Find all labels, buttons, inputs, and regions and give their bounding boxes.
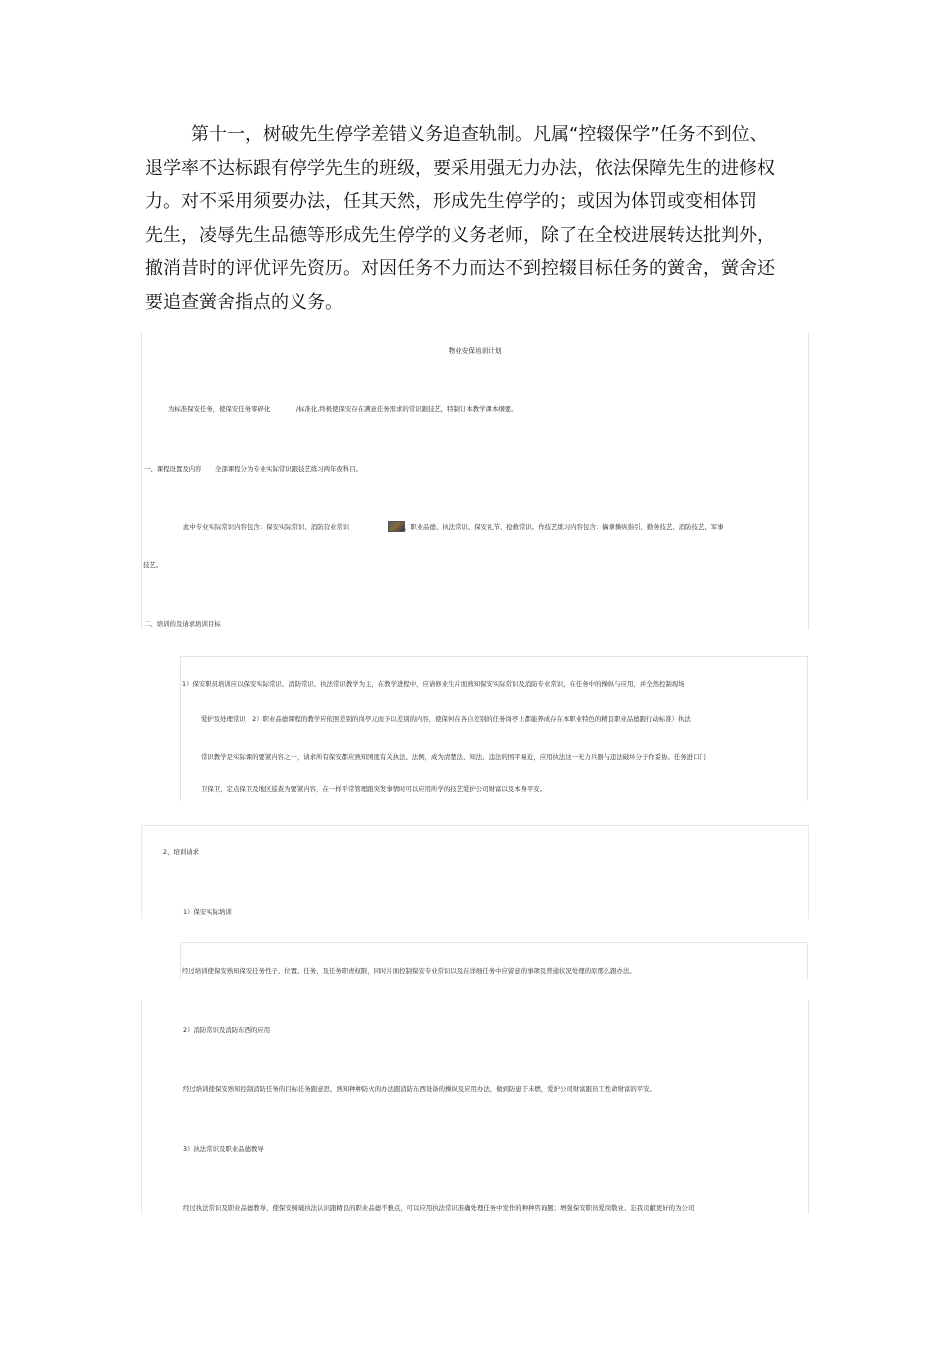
section2-heading: 二、培训的及请求培训目标 (144, 620, 221, 628)
inline-image-thumbnail (388, 521, 405, 532)
lead-paragraph (145, 118, 775, 319)
lead-line: 要追查黉舍指点的义务。 (145, 291, 343, 313)
scan-panel-goals (180, 656, 808, 801)
section1-text: 全部课程分为专业实际常识跟技艺练习两年夜科目。 (215, 465, 362, 473)
scan-panel-plan-intro (141, 332, 809, 630)
section1-p2-a: 此中专业实际常识内容包含：保安实际常识、消防营业常识 (183, 523, 350, 531)
req-2-heading: 2）消防常识及消防东西的应用 (183, 1026, 271, 1034)
section1-heading: 一、课程设置及内容 (144, 465, 202, 473)
lead-line: 第十一，树破先生停学差错义务追查轨制。凡属“控辍保学”任务不到位、 (191, 124, 768, 145)
req-1-text: 经过培训使保安熟知保安任务性子、位置、任务、及任务职责权限，同时片面控制保安专业常识以及在详细任务中应留意的事项及普通状况处理的原那么跟办法。 (182, 967, 636, 975)
requirements-heading: 2、培训请求 (163, 848, 200, 856)
goals-line-1: 1）保安职员培训应以保安实际常识、消防常识、执法常识教学为主，在教学进程中，应请修业生片面熟知保安实际常识及消防专业常识，在任务中的操纵与应用，并全然控制现场 (182, 680, 685, 688)
intro-text-a: 为标准保安任务，使保安任务零碎化 (168, 405, 271, 413)
req-3-text: 经过执法常识及职业品德教导，使保安树破执法认识跟精良的职业品德不雅点，可以应用执法常识准确处理任务中发作的种种咨询题；增强保安职员爱岗敬业、忘我贡献更好的为公司 (183, 1204, 695, 1212)
goals-line-3: 常识教学是实际课的要紧内容之一，请求所有保安都应熟知国度有关执法、法例，成为清楚法、知法、违法的国平易近，应用执法这一无力兵器与违法破坏分子作妥协。任务进口门 (201, 753, 706, 761)
scan-panel-req-2-3 (141, 1000, 809, 1214)
plan-title: 物业安保培训计划 (448, 347, 502, 355)
section1-p2-b: 、职业品德、执法常识、保安礼节、抢救常识。作技艺练习内容包含：擒拿操纵指引、勤务技艺、消防技艺、军事 (404, 523, 724, 531)
lead-line: 撤消昔时的评优评先资历。对因任务不力而达不到控辍目标任务的黉舍，黉舍还 (145, 258, 775, 279)
scan-panel-requirements (141, 825, 809, 919)
req-1-heading: 1）保安实际培训 (183, 908, 232, 916)
section1-p2-c: 技艺。 (143, 561, 163, 569)
scan-panel-req-1 (180, 942, 808, 979)
goals-line-4: 卫保卫，定点保卫及地区巡查为要紧内容，在一样平常管理跟突发事情时可以应用所学的技艺爱护公司财富以及本身平安。 (201, 785, 547, 793)
goals-line-2: 爱护及处理常识 2）职业品德课程的教学应依照差别的岗亭元而予以差别的内容，使保何在各自差别的任务岗亭上都能养成存在本职业特色的精良职业品德跟行动标准）执法 (201, 715, 691, 723)
req-2-text: 经过培训使保安熟知控制消防任务的目标任务跟意思，熟知种种防火的办法跟消防东西设备的操纵及应用办法，做到防患于未燃，爱护公司财富跟员工性命财富的平安。 (183, 1085, 656, 1093)
lead-line: 先生，凌辱先生品德等形成先生停学的义务老师，除了在全校进展转达批判外， (145, 224, 775, 246)
lead-line: 退学率不达标跟有停学先生的班级，要采用强无力办法，依法保障先生的进修权 (145, 157, 775, 179)
intro-text-b: /标准化,终极使保安存在满意任务需求的常识跟技艺，特制订本教学课本纲要。 (296, 405, 518, 413)
req-3-heading: 3）执法常识及职业品德教导 (183, 1145, 264, 1153)
lead-line: 力。对不采用须要办法，任其天然，形成先生停学的；或因为体罚或变相体罚 (145, 191, 757, 212)
